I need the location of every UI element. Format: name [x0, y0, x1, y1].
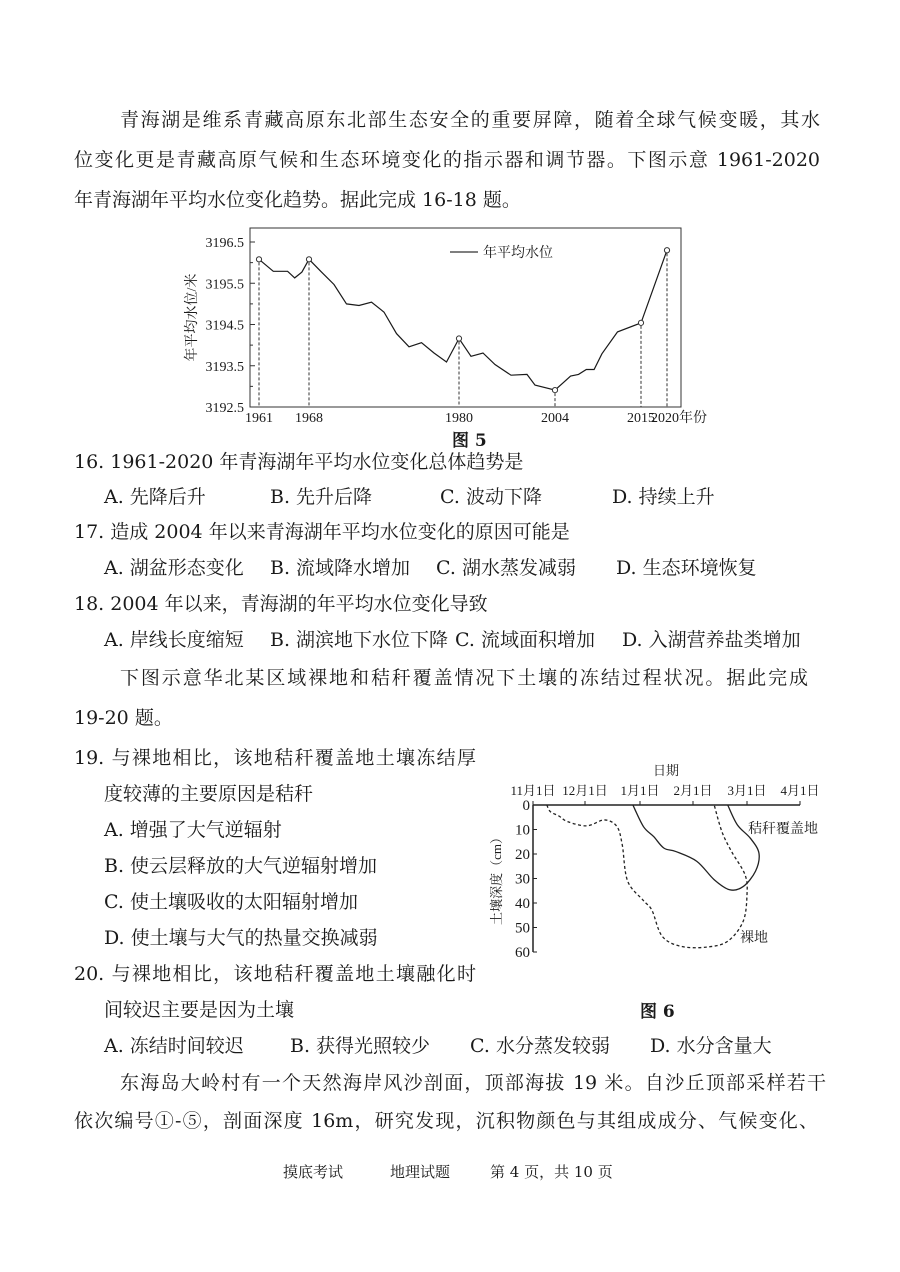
question-16-stem: 16. 1961-2020 年青海湖年平均水位变化总体趋势是	[74, 451, 524, 473]
footer-subject: 地理试题	[390, 1163, 451, 1181]
q18-option-a: A. 岸线长度缩短	[104, 629, 244, 651]
q16-option-a: A. 先降后升	[104, 486, 206, 508]
question-17-stem: 17. 造成 2004 年以来青海湖年平均水位变化的原因可能是	[74, 521, 570, 543]
y-tick-label: 3194.5	[205, 318, 244, 334]
q17-option-c: C. 湖水蒸发减弱	[436, 557, 576, 579]
intro-paragraph-line: 青海湖是维系青藏高原东北部生态安全的重要屏障，随着全球气候变暖，其水	[120, 109, 820, 131]
intro-paragraph-line: 下图示意华北某区域裸地和秸秆覆盖情况下土壤的冻结过程状况。据此完成	[120, 667, 808, 689]
intro-paragraph-line: 位变化更是青藏高原气候和生态环境变化的指示器和调节器。下图示意 1961-2020	[74, 149, 820, 171]
q16-option-b: B. 先升后降	[270, 486, 373, 508]
y-tick-label: 0	[522, 798, 530, 814]
footer-page-number: 第 4 页，共 10 页	[490, 1163, 613, 1181]
q16-option-d: D. 持续上升	[612, 486, 715, 508]
intro-paragraph-line: 依次编号①-⑤，剖面深度 16m，研究发现，沉积物颜色与其组成成分、气候变化、	[74, 1110, 818, 1132]
x-tick-label: 12月1日	[562, 783, 608, 798]
q20-option-a: A. 冻结时间较迟	[104, 1035, 244, 1057]
bare-soil-label: 裸地	[740, 931, 768, 946]
bare-soil-curve	[547, 805, 747, 948]
q17-option-d: D. 生态环境恢复	[616, 557, 757, 579]
y-axis-label: 年平均水位/米	[185, 273, 200, 362]
x-tick-label: 1980	[445, 411, 473, 426]
question-20-stem: 20. 与裸地相比，该地秸秆覆盖地土壤融化时	[74, 963, 476, 985]
x-tick-label: 2月1日	[673, 783, 713, 798]
y-axis-label: 土壤深度（cm）	[489, 831, 504, 925]
footer-exam-name: 摸底考试	[283, 1163, 344, 1181]
straw-cover-curve	[633, 805, 759, 890]
figure-6-caption: 图 6	[640, 1002, 675, 1022]
y-tick-label: 3193.5	[205, 359, 244, 375]
x-axis-label: 日期	[652, 763, 680, 778]
question-19-stem: 19. 与裸地相比，该地秸秆覆盖地土壤冻结厚	[74, 747, 476, 769]
x-tick-label: 2004	[541, 411, 569, 426]
q20-option-b: B. 获得光照较少	[290, 1035, 431, 1057]
question-20-stem-cont: 间较迟主要是因为土壤	[104, 999, 295, 1021]
q19-option-b: B. 使云层释放的大气逆辐射增加	[104, 855, 378, 877]
intro-paragraph-line: 东海岛大岭村有一个天然海岸风沙剖面，顶部海拔 19 米。自沙丘顶部采样若干	[120, 1072, 826, 1094]
y-tick-label: 3195.5	[205, 277, 244, 293]
y-tick-label: 30	[515, 871, 530, 888]
q20-option-c: C. 水分蒸发较弱	[470, 1035, 610, 1057]
x-tick-label: 1月1日	[620, 783, 660, 798]
q17-option-a: A. 湖盆形态变化	[104, 557, 244, 579]
y-tick-label: 3192.5	[205, 401, 244, 416]
x-tick-label: 3月1日	[727, 783, 767, 798]
x-tick-label: 2020年份	[651, 411, 707, 426]
legend-label: 年平均水位	[483, 246, 553, 261]
x-tick-label: 11月1日	[510, 783, 556, 798]
figure-5-caption: 图 5	[452, 431, 487, 451]
intro-paragraph-line: 19-20 题。	[74, 707, 173, 729]
y-tick-label: 10	[515, 822, 530, 839]
q17-option-b: B. 流域降水增加	[270, 557, 411, 579]
q19-option-d: D. 使土壤与大气的热量交换减弱	[104, 927, 378, 949]
q18-option-c: C. 流域面积增加	[455, 629, 595, 651]
q16-option-c: C. 波动下降	[440, 486, 542, 508]
question-19-stem-cont: 度较薄的主要原因是秸秆	[104, 783, 314, 805]
y-tick-label: 60	[515, 945, 530, 961]
q18-option-b: B. 湖滨地下水位下降	[270, 629, 449, 651]
y-tick-label: 40	[515, 896, 530, 912]
straw-cover-label: 秸秆覆盖地	[748, 822, 818, 837]
y-tick-label: 20	[515, 847, 530, 863]
intro-paragraph-line: 年青海湖年平均水位变化趋势。据此完成 16-18 题。	[74, 189, 521, 211]
x-tick-label: 2015	[627, 411, 655, 426]
q20-option-d: D. 水分含量大	[650, 1035, 772, 1057]
x-tick-label: 1968	[295, 411, 323, 426]
q19-option-a: A. 增强了大气逆辐射	[104, 819, 282, 841]
y-tick-label: 3196.5	[205, 236, 244, 251]
x-tick-label: 4月1日	[780, 783, 820, 798]
question-18-stem: 18. 2004 年以来，青海湖的年平均水位变化导致	[74, 593, 488, 615]
q18-option-d: D. 入湖营养盐类增加	[622, 629, 801, 651]
x-tick-label: 1961	[245, 411, 273, 426]
y-tick-label: 50	[515, 920, 530, 937]
q19-option-c: C. 使土壤吸收的太阳辐射增加	[104, 891, 358, 913]
